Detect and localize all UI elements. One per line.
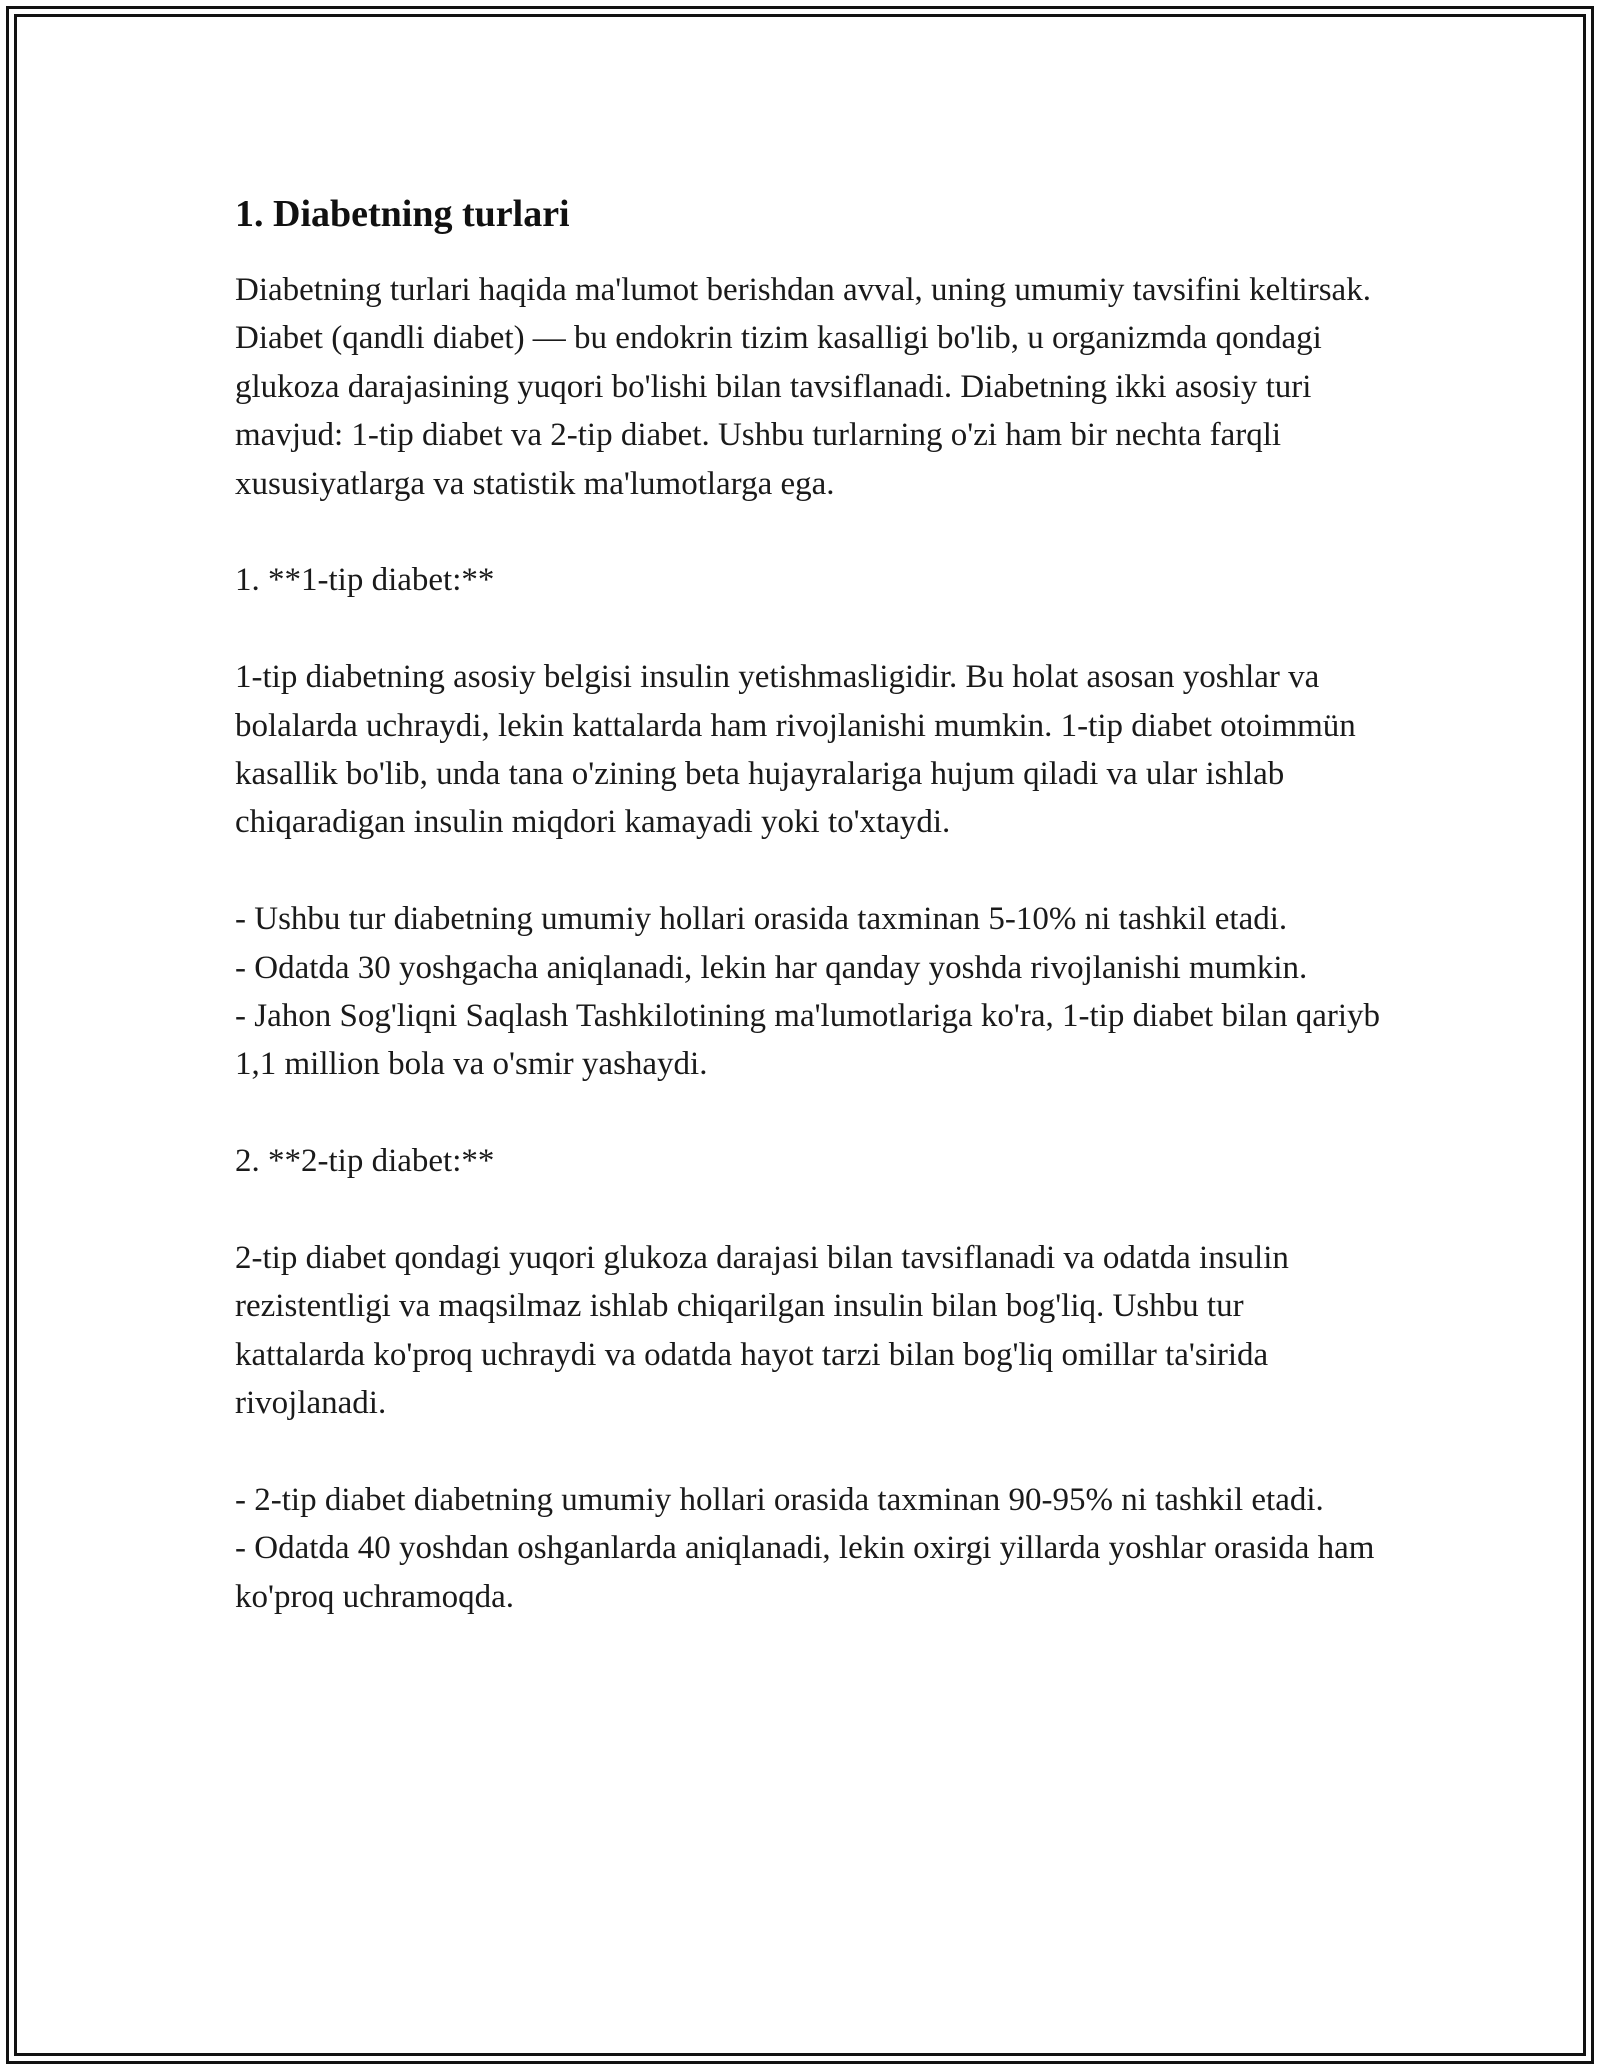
type2-description: 2-tip diabet qondagi yuqori glukoza darajasi bilan tavsiflanadi va odatda insulin rezistentligi va maqsilmaz ishlab chiqarilgan insulin bilan bog'liq. Ushbu tur kattalarda ko'proq uchraydi va odatda hayot tarzi bilan bog'liq omillar ta'sirida rivojlanadi. bbox=[235, 1240, 1289, 1422]
type2-subheading: 2. **2-tip diabet:** bbox=[235, 1143, 495, 1180]
type1-facts-list: - Ushbu tur diabetning umumiy hollari orasida taxminan 5-10% ni tashkil etadi. - Odatda 30 yoshgacha aniqlanadi, lekin har qanday yoshda rivojlanishi mumkin. - Jahon Sog'liqni Saqlash Tashkilotining ma'lumotlariga ko'ra, 1-tip diabet bilan qariyb 1,1 million bola va o'smir yashaydi. bbox=[235, 901, 1380, 1083]
paragraph-spacer bbox=[235, 605, 1380, 653]
type1-subheading: 1. **1-tip diabet:** bbox=[235, 562, 495, 599]
paragraph-spacer bbox=[235, 847, 1380, 895]
paragraph-spacer bbox=[235, 1428, 1380, 1476]
intro-paragraph: Diabetning turlari haqida ma'lumot berishdan avval, uning umumiy tavsifini keltirsak. Diabet (qandli diabet) — bu endokrin tizim kasalligi bo'lib, u organizmda qondagi glukoza darajasining yuqori bo'lishi bilan tavsiflanadi. Diabetning ikki asosiy turi mavjud: 1-tip diabet va 2-tip diabet. Ushbu turlarning o'zi ham bir nechta farqli xususiyatlarga va statistik ma'lumotlarga ega. bbox=[235, 272, 1371, 502]
type1-description: 1-tip diabetning asosiy belgisi insulin yetishmasligidir. Bu holat asosan yoshlar va bolalarda uchraydi, lekin kattalarda ham rivojlanishi mumkin. 1-tip diabet otoimmün kasallik bo'lib, unda tana o'zining beta hujayralariga hujum qiladi va ular ishlab chiqaradigan insulin miqdori kamayadi yoki to'xtaydi. bbox=[235, 659, 1356, 841]
section-heading: 1. Diabetning turlari bbox=[235, 193, 570, 235]
document-body bbox=[235, 186, 1380, 1621]
paragraph-spacer bbox=[235, 508, 1380, 556]
type2-facts-list: - 2-tip diabet diabetning umumiy hollari orasida taxminan 90-95% ni tashkil etadi. - Odatda 40 yoshdan oshganlarda aniqlanadi, lekin oxirgi yillarda yoshlar orasida ham ko'proq uchramoqda. bbox=[235, 1482, 1375, 1615]
paragraph-spacer bbox=[235, 1186, 1380, 1234]
paragraph-spacer bbox=[235, 1089, 1380, 1137]
